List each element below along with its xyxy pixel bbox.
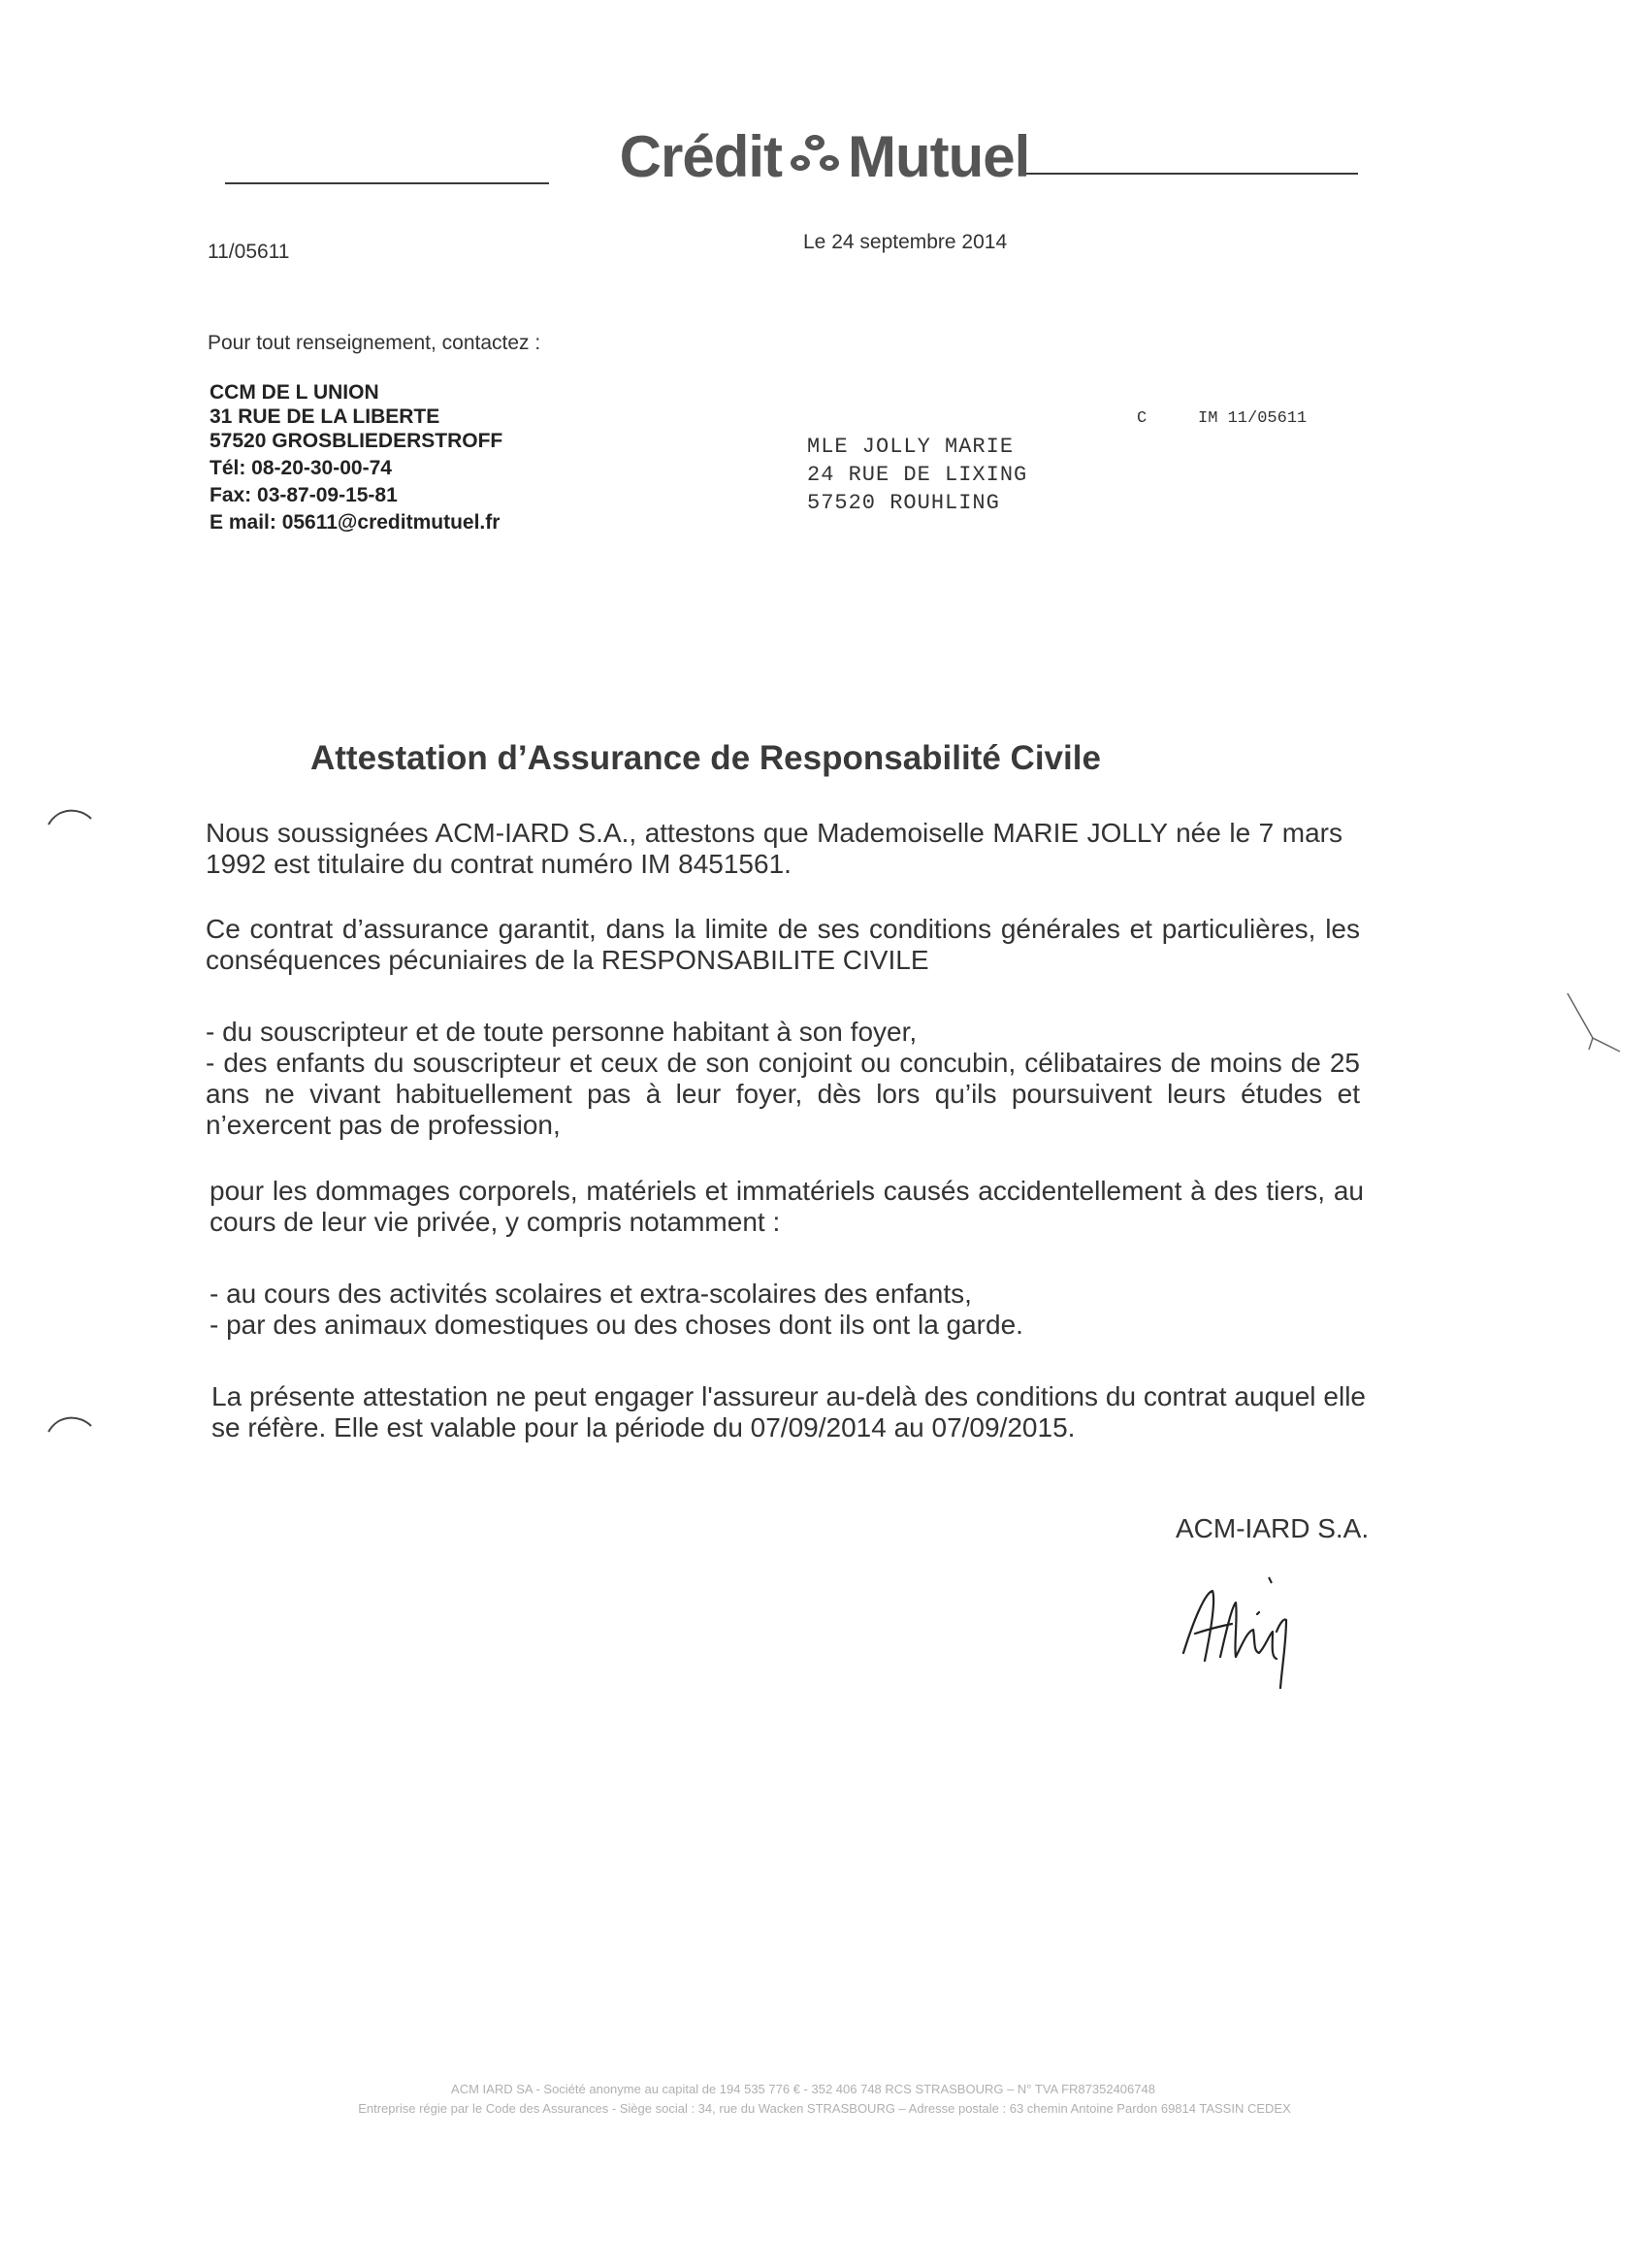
footer-legal-line-1: ACM IARD SA - Société anonyme au capital de 194 535 776 € - 352 406 748 RCS STRASBOURG – N° TVA FR87352406748 [451,2082,1155,2096]
recipient-line: 57520 ROUHLING [807,491,1000,515]
sender-line: 57520 GROSBLIEDERSTROFF [210,430,503,452]
brand-name-right: Mutuel [848,123,1030,189]
example-item: - au cours des activités scolaires et extra-scolaires des enfants, [210,1279,972,1309]
signatory-name: ACM-IARD S.A. [1176,1513,1370,1543]
paragraph-examples [210,1279,1364,1341]
example-item: - par des animaux domestiques ou des choses dont ils ont la garde. [210,1310,1023,1340]
contact-intro: Pour tout renseignement, contactez : [208,332,541,354]
insured-item: - des enfants du souscripteur et ceux de son conjoint ou concubin, célibataires de moins de 25 ans ne vivant habituellement pas à leur foyer, dès lors qu’ils poursuivent leurs études et n’exercent pas de profession, [206,1048,1360,1140]
paragraph-insured-persons [206,1017,1360,1141]
paragraph-guarantee: Ce contrat d’assurance garantit, dans la limite de ses conditions générales et particulières, les conséquences pécuniaires de la RESPONSABILITE CIVILE [206,914,1360,975]
sender-address [210,380,502,535]
page-corner-fold [1564,989,1622,1062]
sender-line: 31 RUE DE LA LIBERTE [210,405,440,428]
punch-hole-mark [47,1409,95,1442]
footer-legal-line-2: Entreprise régie par le Code des Assurances - Siège social : 34, rue du Wacken STRASBOURG – Adresse postale : 63 chemin Antoine Pardon 69814 TASSIN CEDEX [358,2101,1291,2116]
document-title: Attestation d’Assurance de Responsabilité Civile [310,739,1101,777]
im-reference: IM 11/05611 [1198,409,1308,428]
brand-name-left: Crédit [619,123,783,189]
recipient-address [807,433,1027,517]
sender-email: E mail: 05611@creditmutuel.fr [210,511,501,534]
routing-code: C [1137,409,1148,428]
paragraph-validity: La présente attestation ne peut engager l'assureur au-delà des conditions du contrat auquel elle se réfère. Elle est valable pour la période du 07/09/2014 au 07/09/2015. [211,1381,1366,1442]
reference-number: 11/05611 [208,241,290,263]
recipient-line: 24 RUE DE LIXING [807,463,1028,487]
letter-date: Le 24 septembre 2014 [803,231,1008,253]
sender-line: CCM DE L UNION [210,381,379,404]
paragraph-damages: pour les dommages corporels, matériels et immatériels causés accidentellement à des tiers, au cours de leur vie privée, y compris notamment : [210,1176,1364,1237]
credit-mutuel-logo-icon [788,123,842,190]
signature [1176,1564,1302,1695]
sender-fax: Fax: 03-87-09-15-81 [210,484,398,506]
recipient-line: MLE JOLLY MARIE [807,435,1015,459]
sender-phone: Tél: 08-20-30-00-74 [210,457,392,479]
insured-item: - du souscripteur et de toute personne habitant à son foyer, [206,1017,918,1047]
brand-logo [0,118,1649,190]
punch-hole-mark [47,801,95,835]
paragraph-attestation: Nous soussignées ACM-IARD S.A., attestons que Mademoiselle MARIE JOLLY née le 7 mars 1992 est titulaire du contrat numéro IM 8451561. [206,818,1342,879]
